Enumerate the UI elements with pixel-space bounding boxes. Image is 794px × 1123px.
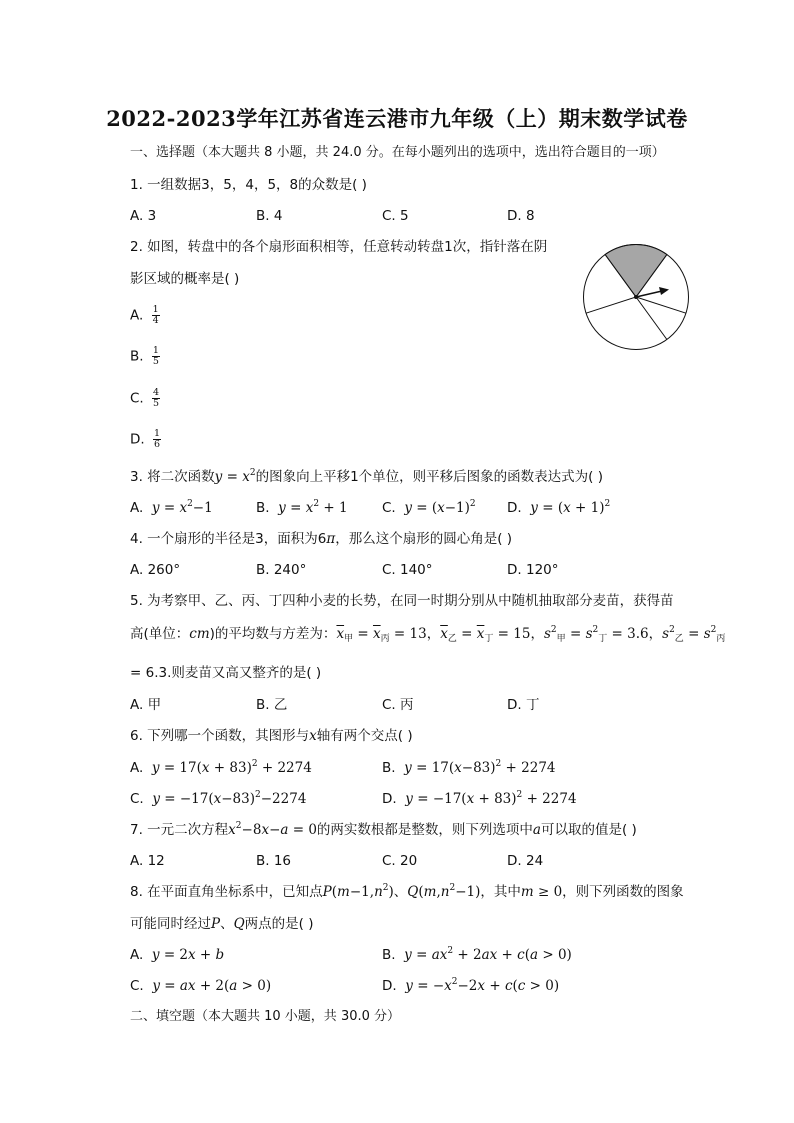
q8-option-b[interactable]: B. $y = ax^2 + 2ax + c(a > 0)$ — [382, 946, 572, 963]
section-heading-choice: 一、选择题（本大题共 8 小题，共 24.0 分。在每小题列出的选项中，选出符合题目的一项） — [130, 145, 665, 160]
fraction: $\frac{1}{5}$ — [152, 345, 159, 367]
q6-option-b[interactable]: B. $y = 17(x-83)^2 + 2274$ — [382, 759, 556, 776]
sector-divider-2 — [636, 297, 667, 340]
q7-option-a[interactable]: A. 12 — [130, 853, 165, 869]
q8-option-d[interactable]: D. $y = -x^2-2x + c(c > 0)$ — [382, 977, 560, 994]
q3-option-d[interactable]: D. $y = (x + 1)^2$ — [507, 499, 611, 516]
q5-option-b[interactable]: B. 乙 — [256, 697, 288, 713]
fraction: $\frac{4}{5}$ — [153, 387, 160, 409]
q1-option-d[interactable]: D. 8 — [507, 208, 535, 224]
q6-option-d[interactable]: D. $y = -17(x + 83)^2 + 2274$ — [382, 790, 577, 807]
q1-option-b[interactable]: B. 4 — [256, 208, 283, 224]
question-2-stem-line1: 2. 如图，转盘中的各个扇形面积相等，任意转动转盘1次，指针落在阴 — [130, 239, 548, 255]
q5-option-a[interactable]: A. 甲 — [130, 697, 162, 713]
q7-option-b[interactable]: B. 16 — [256, 853, 292, 869]
question-3-stem: 3. 将二次函数$y = x^2$的图象向上平移1个单位，则平移后图象的函数表达式为( ) — [130, 468, 603, 485]
question-5-stem-line1: 5. 为考察甲、乙、丙、丁四种小麦的长势，在同一时期分别从中随机抽取部分麦苗，获得苗 — [130, 593, 674, 609]
q3-option-a[interactable]: A. $y = x^2-1$ — [130, 499, 213, 516]
q3-option-b[interactable]: B. $y = x^2 + 1$ — [256, 499, 348, 516]
q7-option-c[interactable]: C. 20 — [382, 853, 418, 869]
q1-option-a[interactable]: A. 3 — [130, 208, 157, 224]
fraction: $\frac{1}{4}$ — [152, 304, 159, 326]
q8-option-c[interactable]: C. y = ax + 2(a > 0) — [130, 978, 272, 994]
q4-option-c[interactable]: C. 140° — [382, 562, 433, 578]
page-title: 2022-2023学年江苏省连云港市九年级（上）期末数学试卷 — [106, 106, 688, 131]
q4-option-d[interactable]: D. 120° — [507, 562, 559, 578]
q7-option-d[interactable]: D. 24 — [507, 853, 544, 869]
question-8-stem-line2: 可能同时经过P、Q两点的是( ) — [130, 916, 314, 932]
question-4-stem: 4. 一个扇形的半径是3，面积为6π，那么这个扇形的圆心角是( ) — [130, 531, 513, 547]
q2-option-a[interactable]: A. $\frac{1}{4}$ — [130, 304, 159, 326]
question-6-stem: 6. 下列哪一个函数，其图形与x轴有两个交点( ) — [130, 728, 413, 744]
q6-option-c[interactable]: C. $y = -17(x-83)^2-2274$ — [130, 790, 307, 807]
q4-option-a[interactable]: A. 260° — [130, 562, 181, 578]
sector-divider-3 — [586, 297, 636, 313]
q4-option-b[interactable]: B. 240° — [256, 562, 307, 578]
question-5-stem-line2: 高(单位：cm)的平均数与方差为：$\overline{x}_甲 = \overline{x}_丙 = 13$，$\overline{x}_乙 = \overline{x}_丁 = 15$，$s^2_甲 = s^2_丁 = 3.6$，$s^2_乙 = s^2_丙$ — [130, 625, 726, 644]
q8-option-a[interactable]: A. y = 2x + b — [130, 947, 225, 963]
q6-option-a[interactable]: A. $y = 17(x + 83)^2 + 2274$ — [130, 759, 312, 776]
q5-option-c[interactable]: C. 丙 — [382, 697, 414, 713]
q2-option-c[interactable]: C. $\frac{4}{5}$ — [130, 387, 160, 409]
question-1-stem: 1. 一组数据3，5，4，5，8的众数是( ) — [130, 177, 367, 193]
section-heading-fill: 二、填空题（本大题共 10 小题，共 30.0 分） — [130, 1009, 401, 1024]
q2-option-b[interactable]: B. $\frac{1}{5}$ — [130, 345, 159, 367]
q1-option-c[interactable]: C. 5 — [382, 208, 409, 224]
q2-option-d[interactable]: D. $\frac{1}{6}$ — [130, 428, 161, 450]
question-7-stem: 7. 一元二次方程$x^2-8x-a = 0$的两实数根都是整数，则下列选项中a可以取的值是( ) — [130, 821, 637, 838]
q5-option-d[interactable]: D. 丁 — [507, 697, 540, 713]
question-2-stem-line2: 影区域的概率是( ) — [130, 271, 240, 287]
sector-divider-1 — [636, 297, 686, 313]
question-5-stem-line3: = 6.3.则麦苗又高又整齐的是( ) — [130, 665, 322, 681]
shaded-sector — [605, 244, 667, 297]
spinner-figure — [582, 243, 692, 353]
fraction: $\frac{1}{6}$ — [153, 428, 161, 450]
q3-option-c[interactable]: C. $y = (x-1)^2$ — [382, 499, 476, 516]
question-8-stem-line1: 8. 在平面直角坐标系中，已知点$P(m-1,n^2)$、$Q(m,n^2-1)$，其中m ≥ 0，则下列函数的图象 — [130, 883, 684, 900]
